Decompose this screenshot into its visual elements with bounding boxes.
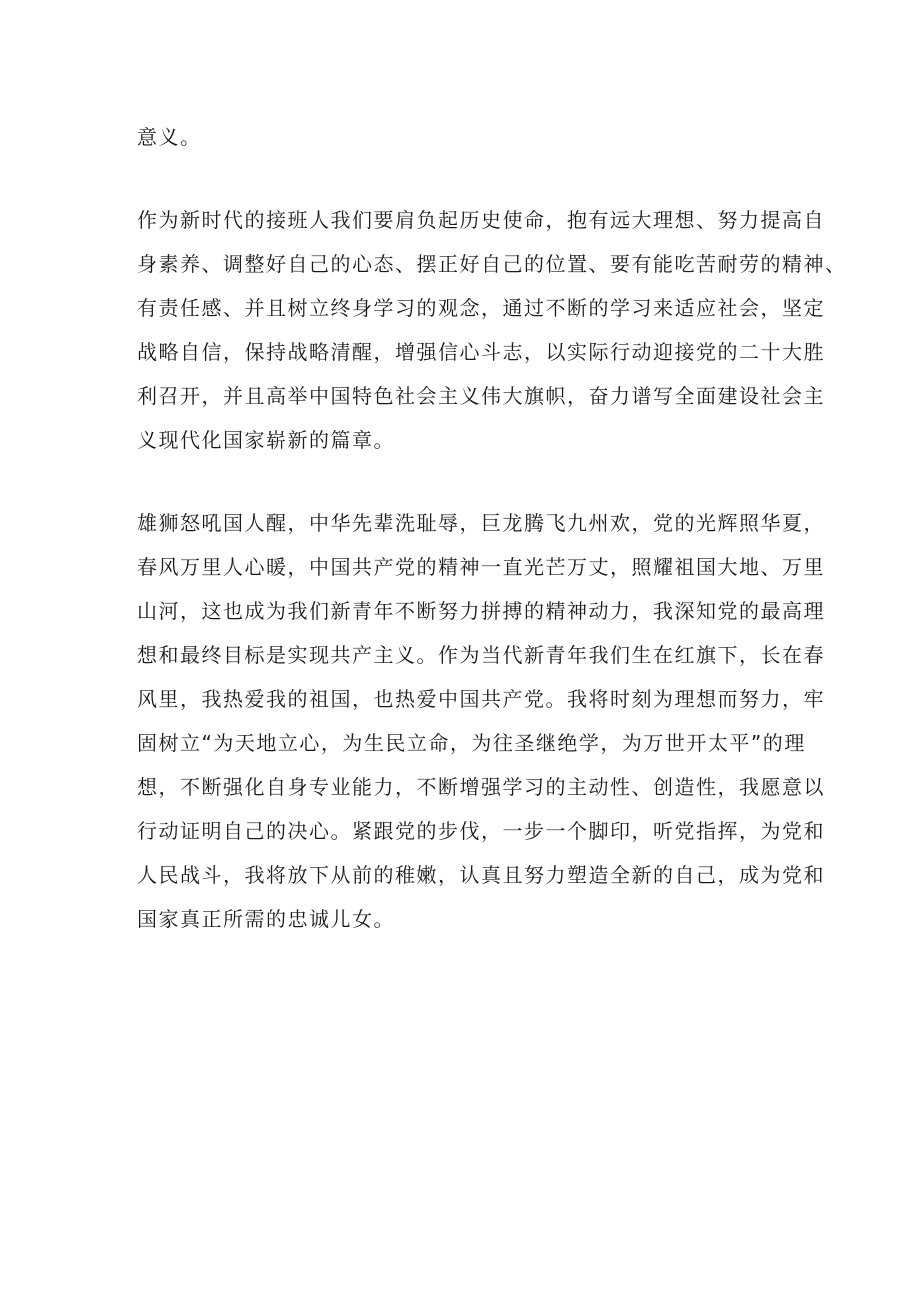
paragraph-3-line-5: 风里，我热爱我的祖国，也热爱中国共产党。我将时刻为理想而努力，牢 xyxy=(137,687,825,711)
paragraph-3-line-4: 想和最终目标是实现共产主义。作为当代新青年我们生在红旗下，长在春 xyxy=(137,643,825,667)
paragraph-3-line-2: 春风万里人心暖，中国共产党的精神一直光芒万丈，照耀祖国大地、万里 xyxy=(137,555,825,579)
paragraph-2-line-5: 利召开，并且高举中国特色社会主义伟大旗帜，奋力谱写全面建设社会主 xyxy=(137,384,825,408)
paragraph-2-line-2: 身素养、调整好自己的心态、摆正好自己的位置、要有能吃苦耐劳的精神、 xyxy=(137,252,847,276)
paragraph-2-line-1: 作为新时代的接班人我们要肩负起历史使命，抱有远大理想、努力提高自 xyxy=(137,208,825,232)
paragraph-3-line-7: 想，不断强化自身专业能力，不断增强学习的主动性、创造性，我愿意以 xyxy=(137,775,825,799)
paragraph-3-line-6: 固树立“为天地立心，为生民立命，为往圣继绝学，为万世开太平”的理 xyxy=(137,731,806,755)
paragraph-2-line-3: 有责任感、并且树立终身学习的观念，通过不断的学习来适应社会，坚定 xyxy=(137,296,825,320)
paragraph-1-line-1: 意义。 xyxy=(137,125,202,149)
paragraph-3-line-9: 人民战斗，我将放下从前的稚嫩，认真且努力塑造全新的自己，成为党和 xyxy=(137,863,825,887)
paragraph-3-line-3: 山河，这也成为我们新青年不断努力拼搏的精神动力，我深知党的最高理 xyxy=(137,599,825,623)
paragraph-3-line-1: 雄狮怒吼国人醒，中华先辈洗耻辱，巨龙腾飞九州欢，党的光辉照华夏， xyxy=(137,511,825,535)
paragraph-2-line-6: 义现代化国家崭新的篇章。 xyxy=(137,428,395,452)
paragraph-2-line-4: 战略自信，保持战略清醒，增强信心斗志，以实际行动迎接党的二十大胜 xyxy=(137,340,825,364)
paragraph-3-line-8: 行动证明自己的决心。紧跟党的步伐，一步一个脚印，听党指挥，为党和 xyxy=(137,819,825,843)
paragraph-3-line-10: 国家真正所需的忠诚儿女。 xyxy=(137,907,395,931)
